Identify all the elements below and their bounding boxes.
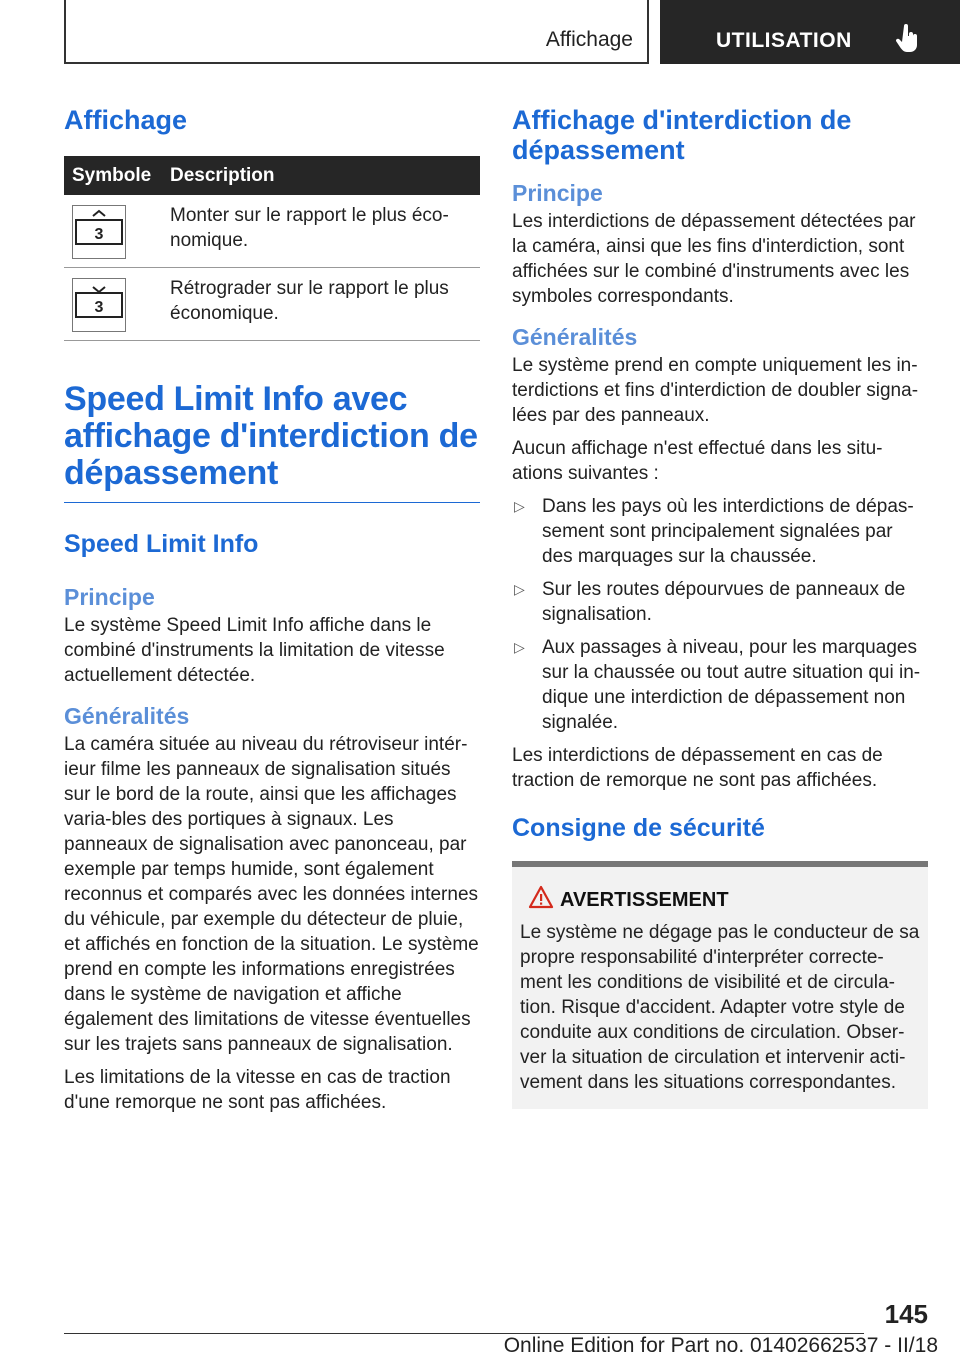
table-row: [64, 195, 480, 268]
upshift-description: Monter sur le rapport le plus éco-nomique.: [162, 195, 480, 268]
warning-title: AVERTISSEMENT: [560, 889, 920, 912]
symbol-table: [64, 156, 480, 341]
list-item: ▷ Dans les pays où les interdictions de dépas-sement sont principalement signalées par des marquages sur la chaussée.: [514, 496, 914, 567]
principe-text-right: Les interdictions de dépassement détectées par la caméra, ainsi que les fins d'interdiction, sont affichées sur le combiné d'instruments avec les symboles correspondants.: [512, 211, 916, 307]
table-header-symbol: Symbole: [64, 156, 162, 195]
warning-triangle-icon: [528, 885, 554, 909]
generalites-text-2: Les limitations de la vitesse en cas de traction d'une remorque ne sont pas affichées.: [64, 1067, 451, 1113]
triangle-bullet-icon: ▷: [514, 498, 525, 514]
header-section-box: [64, 0, 649, 64]
heading-principe: Principe: [64, 584, 155, 610]
heading-speed-limit-info: Speed Limit Info: [64, 530, 259, 558]
generalites-text-right-3: Les interdictions de dépassement en cas de traction de remorque ne sont pas affichées.: [512, 745, 883, 791]
table-row: [64, 268, 480, 341]
footer-edition: Online Edition for Part no. 01402662537 - II/18: [503, 1334, 938, 1357]
warning-box: [512, 861, 928, 1109]
upshift-symbol-digit: 3: [94, 226, 104, 243]
generalites-text-right-2: Aucun affichage n'est effectué dans les situ-ations suivantes :: [512, 438, 883, 484]
downshift-symbol-icon: [72, 278, 126, 332]
heading-generalites-right: Généralités: [512, 324, 638, 350]
heading-principe-right: Principe: [512, 180, 603, 206]
principe-text: Le système Speed Limit Info affiche dans le combiné d'instruments la limitation de vitesse actuellement détectée.: [64, 615, 445, 686]
triangle-bullet-icon: ▷: [514, 581, 525, 597]
list-item: ▷ Sur les routes dépourvues de panneaux de signalisation.: [514, 579, 906, 625]
header-chapter-box: [660, 0, 960, 64]
right-column: [512, 100, 928, 1109]
heading-affichage: Affichage: [64, 105, 188, 135]
generalites-text-1: La caméra située au niveau du rétroviseur intér-ieur filme les panneaux de signalisation situés sur le bord de la route, ainsi que les affichages varia-bles des portiques à signaux. Les panneaux de signalisation avec panonceau, par exemple par temps humide, sont également reconnus et comparés avec les données internes du véhicule, par exemple du détecteur de pluie, et affichés en fonction de la situation. Le système prend en compte les informations enregistrées dans le système de navigation et affiche également des limitations de vitesse éventuelles sur les trajets sans panneaux de signalisation.: [64, 734, 479, 1055]
heading-affichage-interdiction: Affichage d'interdiction de dépassement: [512, 105, 852, 165]
upshift-symbol-icon: [72, 205, 126, 259]
heading-divider: [64, 502, 480, 503]
header-section-title: Affichage: [545, 28, 633, 51]
left-column: [64, 100, 480, 1115]
downshift-symbol-digit: 3: [94, 299, 104, 316]
generalites-text-right-1: Le système prend en compte uniquement les in-terdictions et fins d'interdiction de doubler signa-lées par des panneaux.: [512, 355, 919, 426]
heading-generalites: Généralités: [64, 703, 190, 729]
triangle-bullet-icon: ▷: [514, 639, 525, 655]
warning-text: Le système ne dégage pas le conducteur de sa propre responsabilité d'interpréter correcte-ment les conditions de visibilité et de circula-tion. Risque d'accident. Adapter votre style de conduite aux conditions de circulation. Obser-ver la situation de circulation et intervenir acti-vement dans les situations correspondantes.: [520, 922, 920, 1093]
pointing-hand-icon: [896, 24, 920, 54]
heading-speed-limit-info-avec: Speed Limit Info avec affichage d'interdiction de dépassement: [64, 380, 478, 492]
downshift-description: Rétrograder sur le rapport le plus économique.: [162, 268, 480, 341]
heading-consigne-securite: Consigne de sécurité: [512, 814, 765, 842]
situation-list: [512, 494, 928, 735]
page-number: 145: [884, 1299, 928, 1329]
header-chapter-title: UTILISATION: [716, 29, 852, 52]
table-header-description: Description: [162, 156, 480, 195]
list-item: ▷ Aux passages à niveau, pour les marquages sur la chaussée ou tout autre situation qui in-dique une interdiction de dépassement non signalée.: [514, 637, 921, 733]
